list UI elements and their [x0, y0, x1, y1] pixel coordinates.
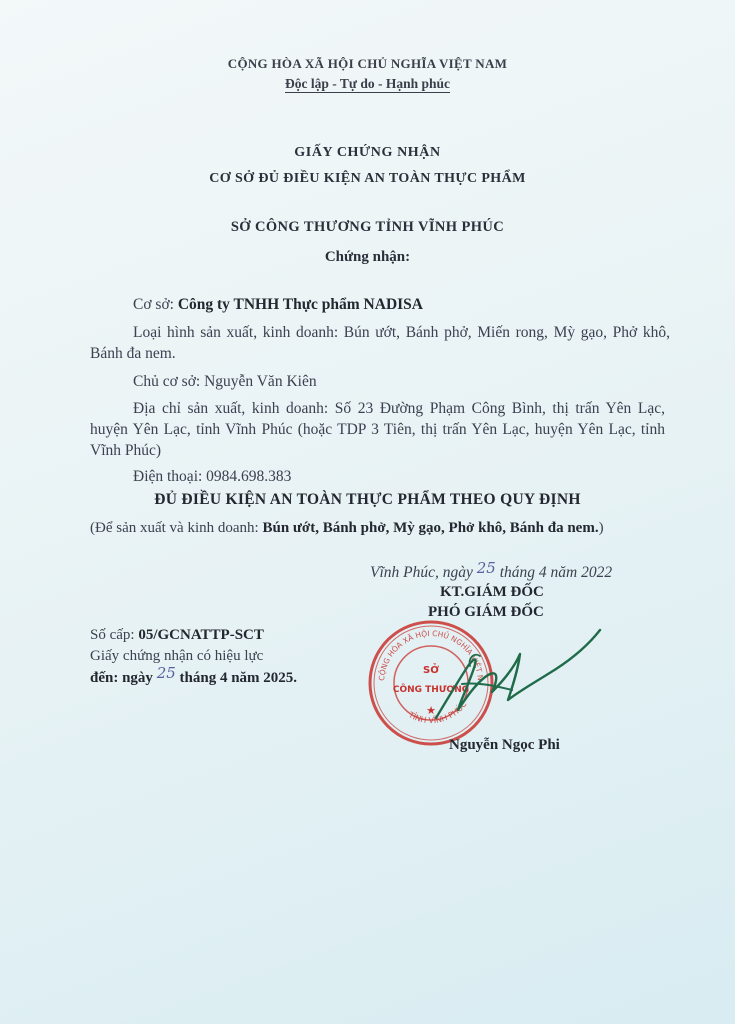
address-line: Địa chỉ sản xuất, kinh doanh: Số 23 Đường Phạm Công Bình, thị trấn Yên Lạc, huyện Yên Lạc, tỉnh Vĩnh Phúc (hoặc TDP 3 Tiên, thị trấn Yên Lạc, huyện Yên Lạc, tỉnh Vĩnh Phúc) — [90, 400, 665, 459]
seal-center-line1: SỞ — [423, 665, 439, 676]
certificate-validity: Giấy chứng nhận có hiệu lực — [90, 648, 264, 664]
establishment-line — [133, 294, 423, 315]
issuing-agency: SỞ CÔNG THƯƠNG TỈNH VĨNH PHÚC — [230, 219, 505, 235]
signer-name: Nguyễn Ngọc Phi — [449, 737, 560, 753]
establishment-label: Cơ sở: — [133, 296, 174, 313]
purpose-suffix: ) — [598, 520, 604, 536]
purpose-products: Bún ướt, Bánh phở, Mỳ gạo, Phở khô, Bánh đa nem. — [262, 520, 599, 536]
signer-position-1: KT.GIÁM ĐỐC — [440, 584, 544, 600]
certificate-number-line — [90, 625, 297, 646]
document-title: GIẤY CHỨNG NHẬN — [294, 145, 441, 160]
seal-bottom-text: TỈNH VĨNH PHÚC — [406, 699, 469, 726]
document-subtitle: CƠ SỞ ĐỦ ĐIỀU KIỆN AN TOÀN THỰC PHẨM — [209, 171, 526, 186]
certificate-expiry-line — [90, 664, 298, 689]
seal-center-line2: CÔNG THƯƠNG — [392, 685, 470, 695]
business-type: Loại hình sản xuất, kinh doanh: Bún ướt, Bánh phở, Miến rong, Mỳ gạo, Phở khô, Bánh đa nem. — [90, 324, 670, 362]
seal-ring-text: CỘNG HÒA XÃ HỘI CHỦ NGHĨA VIỆT N — [376, 628, 485, 682]
handwritten-expiry-day: 25 — [156, 664, 176, 682]
certificate-expiry-rest: tháng 4 năm 2025. — [179, 670, 298, 686]
signature-icon — [408, 618, 608, 728]
certificate-number-label: Số cấp: — [90, 627, 135, 643]
place-date-prefix: Vĩnh Phúc, ngày — [370, 564, 473, 581]
certificate-number: 05/GCNATTP-SCT — [138, 627, 264, 643]
purpose-prefix: (Để sản xuất và kinh doanh: — [90, 520, 259, 536]
certificate-expiry-prefix: đến: ngày — [90, 670, 153, 686]
handwritten-day: 25 — [476, 559, 496, 577]
qualified-statement: ĐỦ ĐIỀU KIỆN AN TOÀN THỰC PHẨM THEO QUY ĐỊNH — [154, 491, 581, 508]
motto — [0, 76, 735, 92]
motto-text: Độc lập - Tự do - Hạnh phúc — [284, 76, 451, 91]
certifies-heading: Chứng nhận: — [324, 249, 411, 265]
phone-line: Điện thoại: 0984.698.383 — [133, 468, 292, 485]
place-date-rest: tháng 4 năm 2022 — [499, 564, 613, 581]
nation-header: CỘNG HÒA XÃ HỘI CHỦ NGHĨA VIỆT NAM — [227, 56, 508, 71]
signer-position-2: PHÓ GIÁM ĐỐC — [428, 604, 544, 620]
certificate-info — [90, 625, 297, 689]
handwritten-signature — [408, 618, 608, 728]
purpose-line — [90, 518, 690, 539]
place-date — [370, 559, 613, 582]
owner-line: Chủ cơ sở: Nguyễn Văn Kiên — [133, 373, 317, 390]
establishment-name: Công ty TNHH Thực phẩm NADISA — [177, 296, 423, 313]
svg-text:★: ★ — [426, 704, 436, 717]
